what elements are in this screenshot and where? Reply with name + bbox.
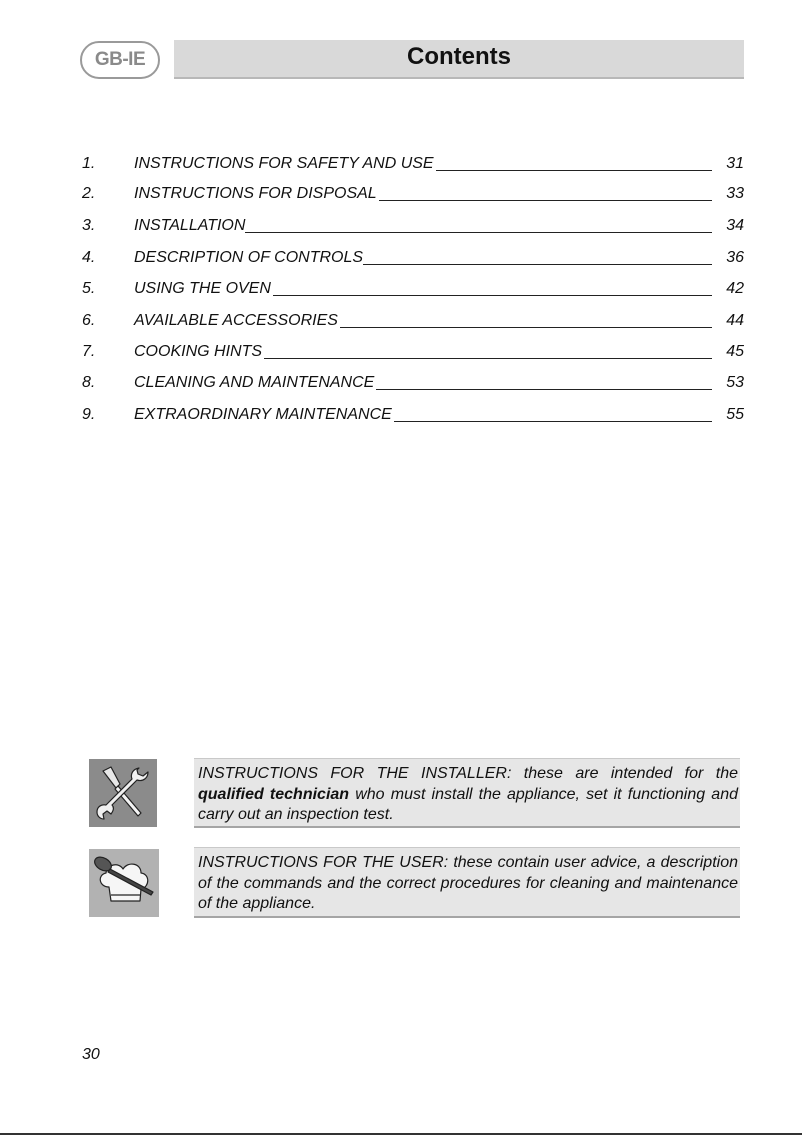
installer-note-bold: qualified technician (198, 785, 350, 803)
toc-entry-page: 44 (726, 312, 744, 329)
user-note-text: INSTRUCTIONS FOR THE USER: these contain user advice, a description of the commands and the correct procedures for cleaning and maintenance of the appliance. (198, 854, 738, 912)
toc-leader (245, 231, 712, 233)
toc-entry[interactable] (82, 338, 744, 362)
toc-entry-page: 45 (726, 343, 744, 360)
toc-entry-number: 2. (82, 185, 96, 202)
installer-note-text-start: INSTRUCTIONS FOR THE INSTALLER: these are intended for the (198, 765, 738, 782)
toc-entry-page: 53 (726, 374, 744, 391)
toc-entry[interactable] (82, 401, 744, 425)
toc-entry-page: 42 (726, 280, 744, 297)
toc-entry-number: 6. (82, 312, 96, 329)
toc-leader (379, 199, 712, 201)
page-number: 30 (82, 1046, 100, 1063)
toc-entry[interactable] (82, 307, 744, 331)
toc-entry-number: 3. (82, 217, 96, 234)
toc-entry[interactable] (82, 275, 744, 299)
user-instructions-note (194, 847, 740, 918)
toc-entry[interactable] (82, 150, 744, 174)
toc-entry-page: 34 (726, 217, 744, 234)
toc-entry-label: COOKING HINTS (134, 343, 263, 360)
toc-leader (363, 263, 712, 265)
toc-leader (436, 169, 712, 171)
toc-entry-label: CLEANING AND MAINTENANCE (134, 374, 375, 391)
toc-leader (340, 326, 712, 328)
toc-leader (376, 388, 712, 390)
toc-entry-label: INSTRUCTIONS FOR SAFETY AND USE (134, 155, 434, 172)
toc-entry-label: USING THE OVEN (134, 280, 271, 297)
toc-entry-number: 5. (82, 280, 96, 297)
toc-leader (394, 420, 712, 422)
toc-entry[interactable] (82, 369, 744, 393)
page-bottom-rule (0, 1133, 802, 1135)
header-bar (174, 40, 744, 79)
toc-entry-page: 36 (726, 249, 744, 266)
toc-entry-page: 33 (726, 185, 744, 202)
toc-entry[interactable] (82, 244, 744, 268)
toc-entry[interactable] (82, 180, 744, 204)
toc-entry-label: DESCRIPTION OF CONTROLS (134, 249, 364, 266)
chef-hat-spoon-icon (89, 849, 159, 917)
toc-entry-number: 8. (82, 374, 96, 391)
region-badge: GB-IE (80, 41, 160, 79)
toc-entry-label: AVAILABLE ACCESSORIES (134, 312, 338, 329)
toc-entry-number: 1. (82, 155, 96, 172)
toc-entry[interactable] (82, 212, 744, 236)
toc-entry-number: 9. (82, 406, 96, 423)
installer-note-text-end: who must install the appliance, set it functioning and carry out an inspection test. (198, 785, 739, 823)
wrench-screwdriver-icon (89, 759, 157, 827)
toc-entry-label: INSTRUCTIONS FOR DISPOSAL (134, 185, 377, 202)
toc-entry-number: 7. (82, 343, 96, 360)
toc-leader (264, 357, 712, 359)
toc-entry-label: EXTRAORDINARY MAINTENANCE (134, 406, 392, 423)
toc-entry-page: 31 (726, 155, 744, 172)
toc-entry-number: 4. (82, 249, 96, 266)
toc-leader (273, 294, 712, 296)
page-title: Contents (407, 42, 511, 70)
installer-instructions-note (194, 758, 740, 828)
toc-entry-page: 55 (726, 406, 744, 423)
toc-entry-label: INSTALLATION (134, 217, 246, 234)
